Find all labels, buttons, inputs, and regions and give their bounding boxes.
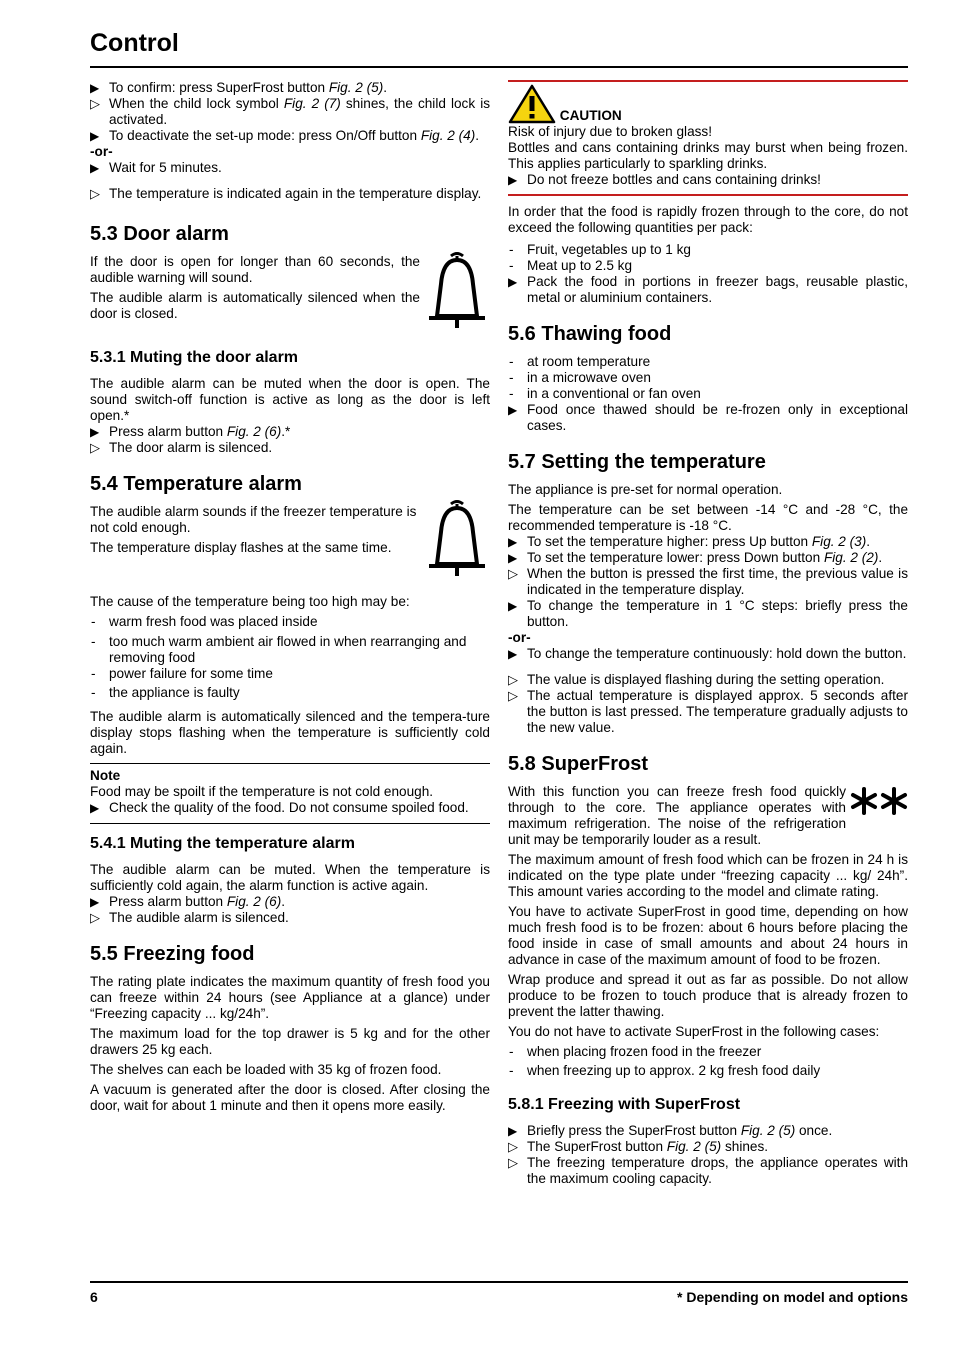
step-arrow-icon: ▶	[90, 81, 100, 95]
result-step: ▷ When the child lock symbol Fig. 2 (7) shines, the child lock is activated.	[90, 96, 491, 127]
action-step: ▶ Press alarm button Fig. 2 (6).	[90, 894, 286, 909]
paragraph: The audible alarm can be muted. When the temperature is sufficiently cold again, the alarm function is active again.	[90, 862, 490, 893]
left-column	[90, 80, 490, 1118]
action-step: ▶ To deactivate the set-up mode: press On/Off button Fig. 2 (4).	[90, 128, 479, 143]
bell-icon	[421, 250, 493, 332]
page-title: Control	[90, 29, 179, 57]
list-item: - the appliance is faulty	[91, 685, 240, 700]
step-arrow-icon: ▶	[508, 1124, 518, 1138]
paragraph: The rating plate indicates the maximum quantity of fresh food you can freeze within 24 hours (see Appliance at a glance) under “Freezing capacity ... kg/24h”.	[90, 974, 490, 1021]
result-arrow-icon: ▷	[90, 440, 100, 455]
section-heading-door-alarm: 5.3 Door alarm	[90, 223, 229, 245]
step-arrow-icon: ▶	[508, 403, 518, 417]
action-step: ▶ Wait for 5 minutes.	[90, 160, 222, 175]
result-arrow-icon: ▷	[90, 96, 100, 111]
figure-ref: Fig. 2 (5)	[328, 80, 384, 95]
paragraph: The audible alarm sounds if the freezer temperature is not cold enough.	[90, 504, 417, 535]
section-heading-thawing-food: 5.6 Thawing food	[508, 323, 672, 345]
result-step: ▷ The actual temperature is displayed approx. 5 seconds after the button is last pressed. The temperature gradually adjusts to the new value.	[508, 688, 908, 735]
paragraph: The audible alarm is automatically silenced when the door is closed.	[90, 290, 420, 321]
result-arrow-icon: ▷	[508, 566, 518, 581]
step-arrow-icon: ▶	[508, 599, 518, 613]
action-step: ▶ Pack the food in portions in freezer bags, reusable plastic, metal or aluminium containers.	[508, 274, 908, 305]
paragraph: With this function you can freeze fresh food quickly through to the core. The appliance operates with maximum refrigeration. The noise of the refrigeration unit may be temporarily louder as a result.	[508, 784, 846, 847]
dash-bullet: -	[509, 242, 514, 257]
dash-bullet: -	[509, 386, 514, 401]
step-arrow-icon: ▶	[90, 129, 100, 143]
dash-bullet: -	[509, 354, 514, 369]
subsection-heading-freezing-with-superfrost: 5.8.1 Freezing with SuperFrost	[508, 1096, 741, 1113]
or-label: -or-	[508, 630, 531, 645]
section-heading-superfrost: 5.8 SuperFrost	[508, 753, 649, 775]
figure-ref: Fig. 2 (3)	[811, 534, 867, 549]
caution-text: Bottles and cans containing drinks may burst when being frozen. This applies particularly to sparkling drinks.	[508, 140, 908, 171]
step-arrow-icon: ▶	[90, 895, 100, 909]
result-step: ▷ The freezing temperature drops, the appliance operates with the maximum cooling capacity.	[508, 1155, 908, 1186]
list-item: - Meat up to 2.5 kg	[509, 258, 633, 273]
footer-rule	[90, 1281, 908, 1283]
section-heading-temperature-alarm: 5.4 Temperature alarm	[90, 473, 302, 495]
paragraph: You have to activate SuperFrost in good time, depending on how much fresh food is to be frozen: about 6 hours before placing the food inside in case of small amounts and about 24 hours in advance in case of the maximum amount of food to be frozen.	[508, 904, 908, 967]
dash-bullet: -	[91, 634, 96, 649]
dash-bullet: -	[91, 666, 96, 681]
dash-bullet: -	[91, 685, 96, 700]
list-item: - at room temperature	[509, 354, 651, 369]
caution-title: CAUTION	[559, 108, 622, 123]
figure-ref: Fig. 2 (7)	[283, 96, 341, 111]
caution-box	[508, 80, 908, 196]
paragraph: The temperature can be set between -14 °C and -28 °C, the recommended temperature is -18 °C.	[508, 502, 908, 533]
footer-note: * Depending on model and options	[677, 1289, 908, 1305]
paragraph: The audible alarm is automatically silenced and the tempera-ture display stops flashing when the temperature is sufficiently cold again.	[90, 709, 490, 756]
paragraph: The shelves can each be loaded with 35 kg of frozen food.	[90, 1062, 442, 1077]
action-step: ▶ To confirm: press SuperFrost button Fig. 2 (5).	[90, 80, 388, 95]
caution-header	[508, 84, 908, 124]
result-step: ▷ When the button is pressed the first time, the previous value is indicated in the temperature display.	[508, 566, 908, 597]
result-step: ▷ The temperature is indicated again in the temperature display.	[90, 186, 482, 201]
temp-alarm-intro	[90, 504, 490, 592]
action-step: ▶ To change the temperature continuously: hold down the button.	[508, 646, 907, 661]
dash-bullet: -	[509, 258, 514, 273]
list-item: - warm fresh food was placed inside	[91, 614, 318, 629]
action-step: ▶ Press alarm button Fig. 2 (6).*	[90, 424, 291, 439]
list-item: - when placing frozen food in the freezer	[509, 1044, 762, 1059]
paragraph: Wrap produce and spread it out as far as possible. Do not allow produce to be frozen to touch produce that is already frozen to prevent the latter thawing.	[508, 972, 908, 1019]
list-item: - in a conventional or fan oven	[509, 386, 701, 401]
note-text: Food may be spoilt if the temperature is not cold enough.	[90, 784, 434, 799]
action-step: ▶ To set the temperature higher: press Up button Fig. 2 (3).	[508, 534, 871, 549]
action-step: ▶ To change the temperature in 1 °C steps: briefly press the button.	[508, 598, 908, 629]
note-title: Note	[90, 768, 121, 783]
door-alarm-intro	[90, 254, 490, 322]
result-arrow-icon: ▷	[90, 910, 100, 925]
figure-ref: Fig. 2 (6)	[226, 894, 282, 909]
figure-ref: Fig. 2 (2)	[823, 550, 879, 565]
list-item: - power failure for some time	[91, 666, 273, 681]
list-item: - too much warm ambient air flowed in when rearranging and removing food	[91, 634, 467, 665]
section-heading-setting-temperature: 5.7 Setting the temperature	[508, 451, 766, 473]
step-arrow-icon: ▶	[90, 801, 100, 815]
paragraph: You do not have to activate SuperFrost in the following cases:	[508, 1024, 880, 1039]
paragraph: The maximum amount of fresh food which can be frozen in 24 h is indicated on the type plate under “freezing capacity ... kg/ 24h”. This amount varies according to the model and climate rating.	[508, 852, 908, 899]
section-heading-freezing-food: 5.5 Freezing food	[90, 943, 255, 965]
paragraph: In order that the food is rapidly frozen through to the core, do not exceed the following quantities per pack:	[508, 204, 908, 235]
result-step: ▷ The audible alarm is silenced.	[90, 910, 289, 925]
action-step: ▶ Food once thawed should be re-frozen only in exceptional cases.	[508, 402, 908, 433]
result-step: ▷ The value is displayed flashing during the setting operation.	[508, 672, 885, 687]
paragraph: The audible alarm can be muted when the door is open. The sound switch-off function is active as long as the door is left open.*	[90, 376, 490, 423]
right-column	[508, 80, 908, 1187]
subsection-heading-muting-temperature-alarm: 5.4.1 Muting the temperature alarm	[90, 835, 355, 852]
action-step: ▶ Briefly press the SuperFrost button Fig. 2 (5) once.	[508, 1123, 833, 1138]
action-step: ▶ To set the temperature lower: press Down button Fig. 2 (2).	[508, 550, 883, 565]
result-step: ▷ The door alarm is silenced.	[90, 440, 273, 455]
action-step: ▶ Do not freeze bottles and cans containing drinks!	[508, 172, 821, 187]
result-arrow-icon: ▷	[90, 186, 100, 201]
dash-bullet: -	[509, 1063, 514, 1078]
figure-ref: Fig. 2 (6)	[226, 424, 282, 439]
paragraph: The maximum load for the top drawer is 5 kg and for the other drawers 25 kg each.	[90, 1026, 490, 1057]
dash-bullet: -	[91, 614, 96, 629]
figure-ref: Fig. 2 (5)	[740, 1123, 796, 1138]
paragraph: If the door is open for longer than 60 seconds, the audible warning will sound.	[90, 254, 420, 285]
superfrost-intro	[508, 784, 908, 848]
caution-text: Risk of injury due to broken glass!	[508, 124, 713, 139]
page-number: 6	[90, 1289, 98, 1305]
step-arrow-icon: ▶	[508, 173, 518, 187]
dash-bullet: -	[509, 370, 514, 385]
list-item: - when freezing up to approx. 2 kg fresh food daily	[509, 1063, 821, 1078]
bell-icon	[421, 498, 493, 580]
subsection-heading-muting-door-alarm: 5.3.1 Muting the door alarm	[90, 349, 299, 366]
result-arrow-icon: ▷	[508, 688, 518, 703]
snowflake-icon	[850, 784, 908, 818]
step-arrow-icon: ▶	[90, 425, 100, 439]
note-box	[90, 763, 490, 824]
paragraph: The cause of the temperature being too high may be:	[90, 594, 410, 609]
or-label: -or-	[90, 144, 113, 159]
dash-bullet: -	[509, 1044, 514, 1059]
result-step: ▷ The SuperFrost button Fig. 2 (5) shines.	[508, 1139, 769, 1154]
step-arrow-icon: ▶	[508, 647, 518, 661]
result-arrow-icon: ▷	[508, 1139, 518, 1154]
paragraph: The temperature display flashes at the same time.	[90, 540, 392, 555]
step-arrow-icon: ▶	[90, 161, 100, 175]
step-arrow-icon: ▶	[508, 551, 518, 565]
warning-triangle-icon	[508, 84, 556, 124]
list-item: - in a microwave oven	[509, 370, 651, 385]
paragraph: The appliance is pre-set for normal operation.	[508, 482, 783, 497]
figure-ref: Fig. 2 (5)	[666, 1139, 722, 1154]
title-rule	[90, 66, 908, 68]
result-arrow-icon: ▷	[508, 1155, 518, 1170]
list-item: - Fruit, vegetables up to 1 kg	[509, 242, 691, 257]
action-step: ▶ Check the quality of the food. Do not consume spoiled food.	[90, 800, 469, 815]
result-arrow-icon: ▷	[508, 672, 518, 687]
step-arrow-icon: ▶	[508, 535, 518, 549]
step-arrow-icon: ▶	[508, 275, 518, 289]
paragraph: A vacuum is generated after the door is closed. After closing the door, wait for about 1 minute and then it opens more easily.	[90, 1082, 490, 1113]
figure-ref: Fig. 2 (4)	[420, 128, 476, 143]
